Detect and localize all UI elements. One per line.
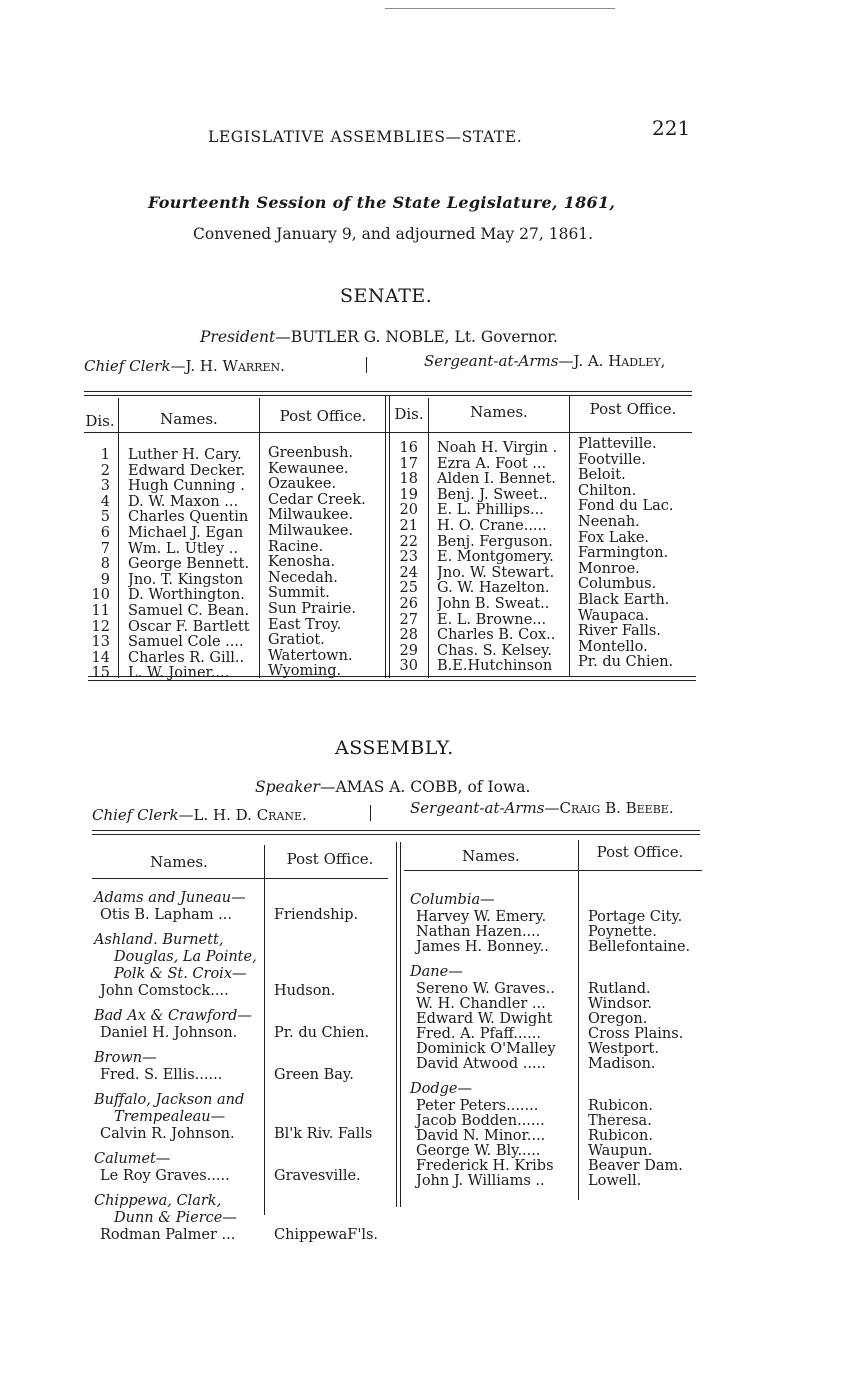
assembly-member-name: David Atwood ..... <box>416 1056 546 1072</box>
senate-member-name: Edward Decker. <box>128 463 246 479</box>
assembly-heading: ASSEMBLY. <box>335 737 454 759</box>
assembly-col-names: Names. <box>462 847 520 865</box>
senate-district-number: 19 <box>399 487 418 503</box>
assembly-member-row <box>410 939 710 955</box>
senate-district-number: 6 <box>100 525 110 541</box>
assembly-member-name: James H. Bonney.. <box>416 939 549 955</box>
senate-member-name: Benj. J. Sweet.. <box>437 487 548 503</box>
assembly-center-double-rule <box>396 842 401 1207</box>
senate-post-office: Footville. <box>578 452 646 468</box>
assembly-post-office: Poynette. <box>588 924 657 940</box>
assembly-member-name: Frederick H. Kribs <box>416 1158 554 1174</box>
assembly-member-name: Harvey W. Emery. <box>416 909 547 925</box>
assembly-district-name: Polk & St. Croix— <box>114 966 247 982</box>
top-faint-rule <box>385 8 615 9</box>
senate-district-number: 1 <box>100 448 110 463</box>
senate-district-number: 11 <box>91 603 110 619</box>
senate-post-office: Platteville. <box>578 437 657 452</box>
senate-district-number: 22 <box>399 534 418 550</box>
senate-district-number: 25 <box>399 581 418 597</box>
senate-district-number: 5 <box>100 510 110 526</box>
assembly-member-row <box>410 996 710 1012</box>
assembly-member-name: Fred. A. Pfaff...... <box>416 1026 541 1042</box>
senate-member-name: E. L. Browne... <box>437 612 547 628</box>
assembly-member-row <box>94 1126 394 1142</box>
senate-post-office: Cedar Creek. <box>268 492 366 508</box>
senate-district-number: 17 <box>399 456 418 472</box>
senate-district-number: 10 <box>91 588 110 604</box>
senate-district-number: 27 <box>399 612 418 628</box>
assembly-post-office: Beaver Dam. <box>588 1158 683 1174</box>
senate-member-name: Jno. W. Stewart. <box>437 565 555 581</box>
senate-district-number: 4 <box>100 494 110 510</box>
senate-district-number: 13 <box>91 635 110 651</box>
assembly-sergeant-line <box>410 799 674 817</box>
senate-district-number: 2 <box>100 463 110 479</box>
senate-post-office: Milwaukee. <box>268 523 354 539</box>
senate-clerk-line <box>84 357 285 375</box>
senate-member-name: Oscar F. Bartlett <box>128 619 250 635</box>
assembly-member-row <box>410 1143 710 1159</box>
senate-vrule <box>569 396 570 676</box>
senate-post-office: Ozaukee. <box>268 477 337 493</box>
assembly-post-office: Bl'k Riv. Falls <box>274 1126 373 1142</box>
assembly-district-heading <box>410 964 710 980</box>
senate-post-office: East Troy. <box>268 617 342 633</box>
assembly-district-name: Chippewa, Clark, <box>94 1193 222 1209</box>
assembly-post-office: ChippewaF'ls. <box>274 1227 379 1243</box>
senate-post-office: Montello. <box>578 639 648 655</box>
assembly-member-row <box>94 1025 394 1041</box>
senate-district-number: 3 <box>100 479 110 495</box>
senate-post-office: Columbus. <box>578 577 657 593</box>
assembly-post-office: Bellefontaine. <box>588 939 691 955</box>
senate-district-number: 20 <box>399 503 418 519</box>
assembly-district-name: Dodge— <box>410 1081 473 1097</box>
assembly-member-name: Jacob Bodden...... <box>416 1113 545 1129</box>
assembly-post-office: Green Bay. <box>274 1067 354 1083</box>
senate-district-number: 23 <box>399 550 418 566</box>
senate-district-number: 29 <box>399 643 418 659</box>
assembly-member-row <box>94 1168 394 1184</box>
senate-district-number: 30 <box>399 659 418 675</box>
assembly-district-name: Bad Ax & Crawford— <box>94 1008 252 1024</box>
senate-district-number: 9 <box>100 572 110 588</box>
senate-member-name: Michael J. Egan <box>128 525 244 541</box>
assembly-member-row <box>410 1026 710 1042</box>
senate-district-number: 15 <box>91 666 110 682</box>
assembly-post-office: Rubicon. <box>588 1098 653 1114</box>
senate-president-line <box>200 328 558 346</box>
assembly-post-office: Rubicon. <box>588 1128 653 1144</box>
assembly-member-row <box>410 1113 710 1129</box>
assembly-district-heading <box>94 1092 394 1108</box>
senate-center-double-rule <box>385 396 390 678</box>
senate-post-office: Summit. <box>268 586 330 602</box>
assembly-district-name: Trempealeau— <box>114 1109 226 1125</box>
senate-member-name: L. W. Joiner.... <box>128 666 230 682</box>
senate-vrule <box>428 398 429 678</box>
assembly-post-office: Westport. <box>588 1041 659 1057</box>
assembly-member-row <box>410 1128 710 1144</box>
assembly-header-rule-left <box>92 878 388 879</box>
senate-member-name: Charles B. Cox.. <box>437 628 556 644</box>
assembly-post-office: Lowell. <box>588 1173 642 1189</box>
assembly-district-heading <box>410 1081 710 1097</box>
assembly-member-row <box>94 1227 394 1243</box>
senate-col-names: Names. <box>160 410 218 428</box>
senate-right-dis-column <box>392 441 418 675</box>
senate-member-name: Alden I. Bennet. <box>437 472 556 488</box>
senate-district-number: 24 <box>399 565 418 581</box>
senate-post-office: River Falls. <box>578 624 661 640</box>
assembly-clerk-line <box>92 806 307 824</box>
assembly-member-row <box>94 1067 394 1083</box>
assembly-sergeant-value: —Craig B. Beebe. <box>544 799 674 817</box>
assembly-district-name: Dane— <box>410 964 463 980</box>
senate-post-office: Waupaca. <box>578 608 649 624</box>
assembly-post-office: Waupun. <box>588 1143 653 1159</box>
assembly-post-office: Madison. <box>588 1056 656 1072</box>
assembly-member-name: John J. Williams .. <box>416 1173 545 1189</box>
senate-sergeant-label: Sergeant-at-Arms <box>424 352 559 370</box>
senate-district-number: 16 <box>399 441 418 456</box>
senate-member-name: John B. Sweat.. <box>437 596 550 612</box>
assembly-district-heading <box>94 949 394 965</box>
senate-post-office: Beloit. <box>578 468 626 484</box>
assembly-post-office: Gravesville. <box>274 1168 361 1184</box>
senate-heading: SENATE. <box>340 285 433 307</box>
senate-col-dis: Dis. <box>394 405 424 423</box>
senate-post-office: Sun Prairie. <box>268 601 356 617</box>
assembly-member-row <box>410 909 710 925</box>
assembly-district-heading <box>94 966 394 982</box>
assembly-post-office: Cross Plains. <box>588 1026 684 1042</box>
assembly-officer-divider <box>370 805 371 821</box>
senate-district-number: 12 <box>91 619 110 635</box>
senate-member-name: Ezra A. Foot ... <box>437 456 547 472</box>
senate-district-number: 21 <box>399 518 418 534</box>
assembly-member-row <box>410 924 710 940</box>
senate-post-office: Greenbush. <box>268 446 354 461</box>
senate-post-office: Racine. <box>268 539 324 555</box>
assembly-district-name: Dunn & Pierce— <box>114 1210 237 1226</box>
assembly-header-rule-right <box>404 870 702 871</box>
senate-post-office: Fond du Lac. <box>578 499 674 515</box>
senate-district-number: 26 <box>399 596 418 612</box>
assembly-member-row <box>410 1098 710 1114</box>
assembly-district-heading <box>94 1210 394 1226</box>
senate-member-name: D. Worthington. <box>128 588 245 604</box>
assembly-district-name: Brown— <box>94 1050 157 1066</box>
senate-member-name: Charles R. Gill.. <box>128 650 245 666</box>
assembly-post-office: Theresa. <box>588 1113 652 1129</box>
senate-member-name: Jno. T. Kingston <box>128 572 244 588</box>
assembly-district-heading <box>94 932 394 948</box>
assembly-member-row <box>410 1041 710 1057</box>
assembly-member-name: Calvin R. Johnson. <box>100 1126 235 1142</box>
senate-post-office: Kewaunee. <box>268 461 349 477</box>
senate-member-name: Samuel C. Bean. <box>128 603 250 619</box>
senate-post-office: Watertown. <box>268 648 353 664</box>
senate-member-name: G. W. Hazelton. <box>437 581 550 597</box>
senate-col-dis: Dis. <box>85 412 115 430</box>
senate-right-post-office-column <box>578 437 696 671</box>
assembly-sergeant-label: Sergeant-at-Arms <box>410 799 545 817</box>
senate-member-name: Chas. S. Kelsey. <box>437 643 552 659</box>
assembly-district-name: Douglas, La Pointe, <box>114 949 257 965</box>
president-label: President <box>200 328 276 346</box>
assembly-table-top-rule <box>92 830 700 835</box>
senate-post-office: Gratiot. <box>268 633 325 649</box>
senate-left-post-office-column <box>268 446 384 680</box>
senate-officer-divider <box>366 357 367 373</box>
assembly-member-name: Sereno W. Graves.. <box>416 981 555 997</box>
assembly-district-name: Adams and Juneau— <box>94 890 246 906</box>
assembly-member-name: George W. Bly..... <box>416 1143 541 1159</box>
assembly-member-row <box>94 907 394 923</box>
assembly-post-office: Friendship. <box>274 907 359 923</box>
senate-district-number: 28 <box>399 628 418 644</box>
senate-clerk-label: Chief Clerk <box>84 357 171 375</box>
assembly-clerk-label: Chief Clerk <box>92 806 179 824</box>
assembly-member-name: Daniel H. Johnson. <box>100 1025 238 1041</box>
senate-district-number: 14 <box>91 650 110 666</box>
assembly-district-heading <box>410 892 710 908</box>
assembly-col-post-office: Post Office. <box>286 850 374 868</box>
senate-post-office: Milwaukee. <box>268 508 354 524</box>
senate-member-name: B.E.Hutchinson <box>437 659 553 675</box>
assembly-member-row <box>410 1158 710 1174</box>
assembly-member-name: Nathan Hazen.... <box>416 924 541 940</box>
assembly-col-post-office: Post Office. <box>596 843 684 861</box>
assembly-member-name: David N. Minor.... <box>416 1128 546 1144</box>
session-title: Fourteenth Session of the State Legislature, 1861, <box>148 193 616 212</box>
senate-post-office: Chilton. <box>578 483 637 499</box>
senate-post-office: Kenosha. <box>268 555 336 571</box>
assembly-member-row <box>410 981 710 997</box>
assembly-col-names: Names. <box>150 853 208 871</box>
senate-left-dis-column <box>86 448 110 682</box>
senate-member-name: George Bennett. <box>128 557 250 573</box>
assembly-district-name: Columbia— <box>410 892 495 908</box>
assembly-member-name: Dominick O'Malley <box>416 1041 556 1057</box>
senate-member-name: Noah H. Virgin . <box>437 441 558 456</box>
assembly-member-row <box>94 983 394 999</box>
assembly-post-office: Portage City. <box>588 909 683 925</box>
assembly-post-office: Hudson. <box>274 983 336 999</box>
senate-sergeant-line <box>424 352 665 370</box>
page-number: 221 <box>652 116 691 140</box>
session-dates: Convened January 9, and adjourned May 27, 1861. <box>193 225 594 243</box>
assembly-member-row <box>410 1056 710 1072</box>
senate-post-office: Fox Lake. <box>578 530 650 546</box>
assembly-post-office: Pr. du Chien. <box>274 1025 370 1041</box>
senate-member-name: D. W. Maxon ... <box>128 494 239 510</box>
assembly-member-name: Le Roy Graves..... <box>100 1168 230 1184</box>
senate-post-office: Wyoming. <box>268 664 342 680</box>
assembly-member-name: Otis B. Lapham ... <box>100 907 233 923</box>
assembly-post-office: Rutland. <box>588 981 651 997</box>
assembly-district-name: Buffalo, Jackson and <box>94 1092 245 1108</box>
assembly-member-name: Peter Peters....... <box>416 1098 539 1114</box>
assembly-speaker-line <box>255 778 530 796</box>
senate-member-name: E. Montgomery. <box>437 550 554 566</box>
senate-member-name: Luther H. Cary. <box>128 448 242 463</box>
assembly-post-office: Windsor. <box>588 996 653 1012</box>
senate-member-name: H. O. Crane..... <box>437 518 547 534</box>
assembly-district-heading <box>94 890 394 906</box>
running-title: LEGISLATIVE ASSEMBLIES—STATE. <box>208 128 523 146</box>
senate-vrule <box>259 398 260 678</box>
assembly-district-name: Ashland. Burnett, <box>94 932 224 948</box>
senate-post-office: Monroe. <box>578 561 640 577</box>
assembly-member-name: W. H. Chandler ... <box>416 996 546 1012</box>
speaker-value: —AMAS A. COBB, of Iowa. <box>319 778 531 796</box>
assembly-post-office: Oregon. <box>588 1011 648 1027</box>
senate-col-post-office: Post Office. <box>279 407 367 425</box>
assembly-district-heading <box>94 1151 394 1167</box>
senate-sergeant-value: —J. A. Hadley, <box>558 352 666 370</box>
senate-right-names-column <box>437 441 567 675</box>
senate-col-names: Names. <box>470 403 528 421</box>
senate-vrule <box>118 398 119 678</box>
senate-col-post-office: Post Office. <box>589 400 677 418</box>
assembly-district-heading <box>94 1050 394 1066</box>
senate-member-name: E. L. Phillips... <box>437 503 544 519</box>
senate-district-number: 8 <box>100 557 110 573</box>
assembly-district-heading <box>94 1193 394 1209</box>
senate-member-name: Wm. L. Utley .. <box>128 541 239 557</box>
senate-district-number: 18 <box>399 472 418 488</box>
president-value: —BUTLER G. NOBLE, Lt. Governor. <box>275 328 558 346</box>
senate-left-names-column <box>128 448 258 682</box>
speaker-label: Speaker <box>255 778 320 796</box>
senate-post-office: Black Earth. <box>578 592 670 608</box>
assembly-member-name: Fred. S. Ellis...... <box>100 1067 223 1083</box>
senate-post-office: Pr. du Chien. <box>578 655 674 671</box>
assembly-district-heading <box>94 1109 394 1125</box>
senate-member-name: Benj. Ferguson. <box>437 534 553 550</box>
senate-clerk-value: —J. H. Warren. <box>170 357 285 375</box>
senate-post-office: Necedah. <box>268 570 338 586</box>
assembly-member-name: Edward W. Dwight <box>416 1011 553 1027</box>
assembly-district-heading <box>94 1008 394 1024</box>
assembly-clerk-value: —L. H. D. Crane. <box>178 806 307 824</box>
assembly-member-row <box>410 1011 710 1027</box>
assembly-member-name: Rodman Palmer ... <box>100 1227 236 1243</box>
senate-member-name: Charles Quentin <box>128 510 249 526</box>
senate-district-number: 7 <box>100 541 110 557</box>
assembly-member-name: John Comstock.... <box>100 983 229 999</box>
senate-post-office: Neenah. <box>578 514 640 530</box>
senate-post-office: Farmington. <box>578 546 669 562</box>
senate-member-name: Samuel Cole .... <box>128 635 244 651</box>
assembly-district-name: Calumet— <box>94 1151 171 1167</box>
assembly-member-row <box>410 1173 710 1189</box>
senate-member-name: Hugh Cunning . <box>128 479 245 495</box>
